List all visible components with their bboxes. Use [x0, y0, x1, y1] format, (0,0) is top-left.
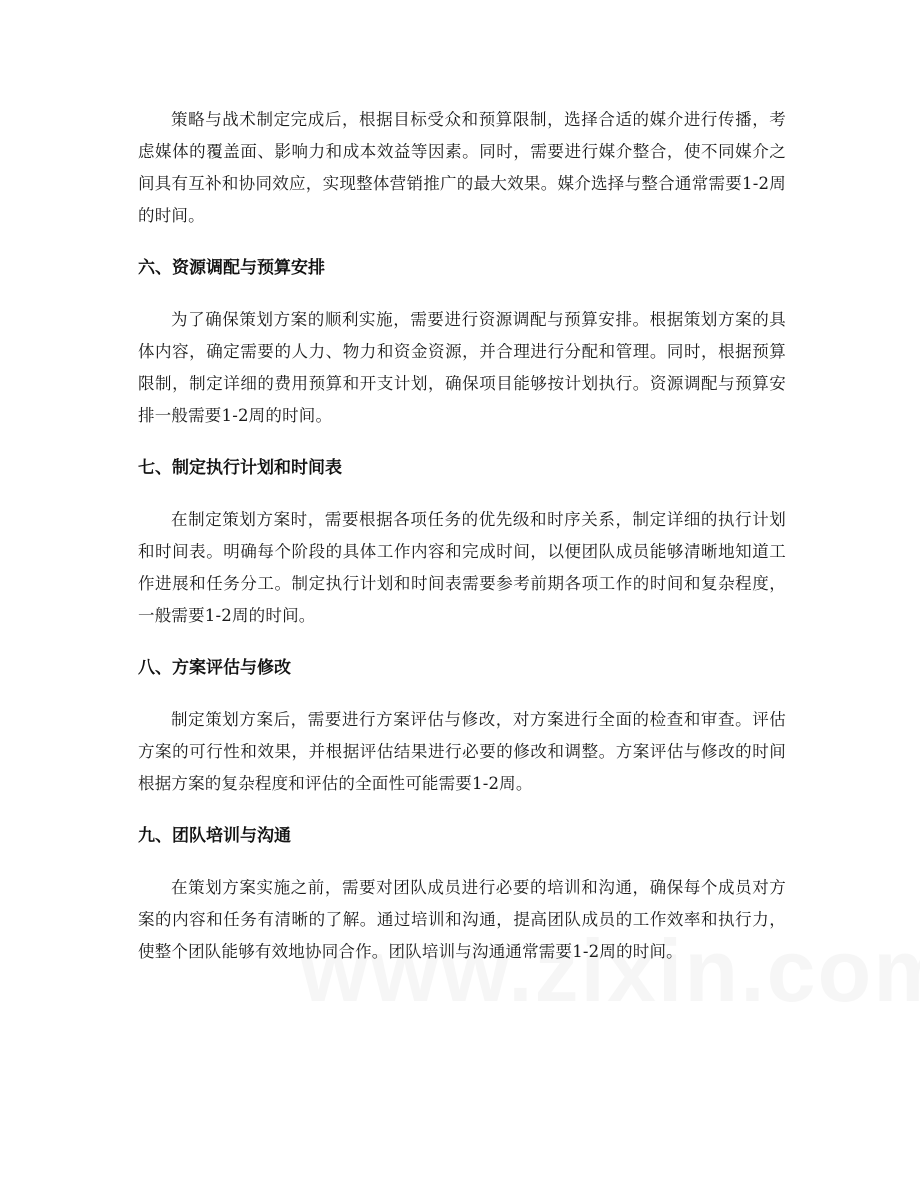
paragraph-team-training: 在策划方案实施之前，需要对团队成员进行必要的培训和沟通，确保每个成员对方案的内容和任务有清晰的了解。通过培训和沟通，提高团队成员的工作效率和执行力，使整个团队能够有效地协同合作。团队培训与沟通通常需要1-2周的时间。: [138, 878, 786, 961]
paragraph-media-selection: 策略与战术制定完成后，根据目标受众和预算限制，选择合适的媒介进行传播，考虑媒体的覆盖面、影响力和成本效益等因素。同时，需要进行媒介整合，使不同媒介之间具有互补和协同效应，实现整体营销推广的最大效果。媒介选择与整合通常需要1-2周的时间。: [138, 110, 786, 225]
section-heading-8: 八、方案评估与修改: [138, 658, 291, 678]
paragraph-resource-budget: 为了确保策划方案的顺利实施，需要进行资源调配与预算安排。根据策划方案的具体内容，确定需要的人力、物力和资金资源，并合理进行分配和管理。同时，根据预算限制，制定详细的费用预算和开支计划，确保项目能够按计划执行。资源调配与预算安排一般需要1-2周的时间。: [138, 310, 786, 425]
paragraph-execution-plan: 在制定策划方案时，需要根据各项任务的优先级和时序关系，制定详细的执行计划和时间表。明确每个阶段的具体工作内容和完成时间，以便团队成员能够清晰地知道工作进展和任务分工。制定执行计划和时间表需要参考前期各项工作的时间和复杂程度，一般需要1-2周的时间。: [138, 510, 786, 625]
section-heading-9: 九、团队培训与沟通: [138, 826, 291, 846]
paragraph-plan-evaluation: 制定策划方案后，需要进行方案评估与修改，对方案进行全面的检查和审查。评估方案的可行性和效果，并根据评估结果进行必要的修改和调整。方案评估与修改的时间根据方案的复杂程度和评估的全面性可能需要1-2周。: [138, 710, 786, 793]
section-heading-7: 七、制定执行计划和时间表: [138, 458, 342, 478]
document-body: [138, 104, 786, 988]
section-heading-6: 六、资源调配与预算安排: [138, 258, 325, 278]
